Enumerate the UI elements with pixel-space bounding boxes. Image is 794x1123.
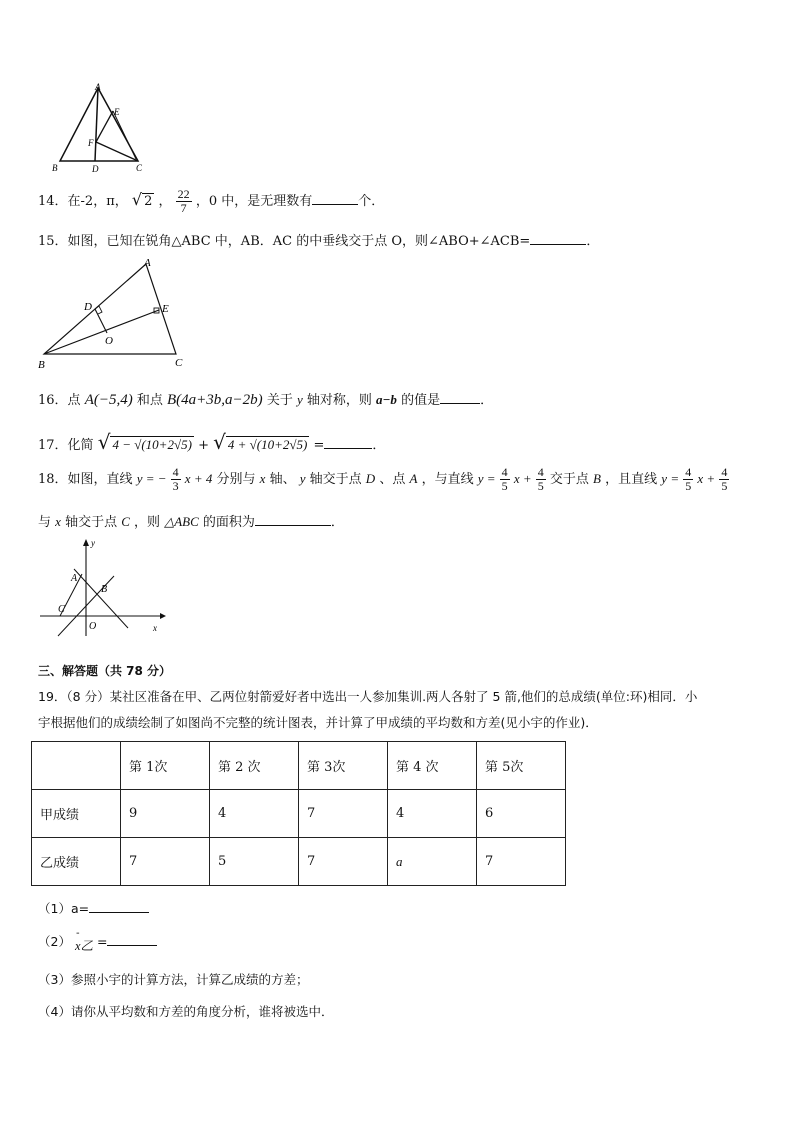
q18-part10: ，则 [134,515,161,530]
segment-be [44,310,159,354]
q18-line3-mid: x + [697,471,716,486]
section-heading: 三、解答题（共 78 分） [38,664,172,678]
q14-end: 个． [358,194,385,209]
q18-x-2: x [55,514,61,529]
q19-sub2-mean-symbol [74,928,93,954]
q17-answer-blank[interactable] [324,436,372,449]
q18-point-a: A [409,471,418,486]
q18-f4-num: 4 [685,465,692,479]
table-header-cell: 第 4 次 [388,742,477,790]
table-cell: 9 [121,790,210,838]
q19-sub4: （4）请你从平均数和方差的角度分析，谁将被选中． [38,1004,334,1019]
table-cell: 甲成绩 [32,790,121,838]
q18-f1-den: 3 [172,479,179,493]
q18-f2-den: 5 [501,479,508,493]
q18-line1-rhs: x + 4 [184,471,213,486]
q19-line2: 宇根据他们的成绩绘制了如图尚不完整的统计图表，并计算了甲成绩的平均数和方差(见小宇的作业)． [38,715,598,730]
figure-coordinate-q18 [38,536,168,640]
q17-part1: 17．化简 [38,438,94,453]
q18-triangle: △ABC [164,514,199,529]
table-cell: 4 [388,790,477,838]
x-axis-arrow-icon [160,613,166,619]
label-d: D [92,164,99,174]
question-18-line2 [38,511,344,530]
label-a-q15: A [144,257,151,269]
q18-fraction-4 [683,466,693,493]
q18-part1: 18．如图，直线 [38,472,133,487]
label-e-q15: E [162,303,169,315]
table-cell: 6 [477,790,566,838]
q18-answer-blank[interactable] [255,513,331,526]
q17-equals: = [313,438,325,453]
q14-frac-num: 22 [177,187,190,201]
q19-line1: 19．（8 分）某社区准备在甲、乙两位射箭爱好者中选出一人参加集训.两人各射了 5 箭,他们的总成绩(单位:环)相同．小 [38,689,698,704]
segment-fc [96,142,138,161]
table-header-cell: 第 3次 [299,742,388,790]
label-o-q18: O [89,621,97,632]
q19-sub2-blank[interactable] [107,933,157,946]
q18-point-c: C [121,514,130,529]
q15-answer-blank[interactable] [530,232,586,245]
label-f: F [88,138,94,148]
q19-sub2-prefix: （2） [38,934,71,949]
table-header-cell: 第 1次 [121,742,210,790]
q18-f4-den: 5 [685,479,692,493]
q19-sub3: （3）参照小宇的计算方法，计算乙成绩的方差； [38,972,309,987]
label-c-q15: C [175,357,183,369]
label-o-q15: O [105,335,113,347]
table-header-cell [32,742,121,790]
q18-line2-lhs: y = [477,471,496,486]
q18-line3-lhs: y = [661,471,680,486]
q18-part9: 轴交于点 [65,515,118,530]
y-axis-arrow-icon [83,539,89,546]
q16-point-b: B(4a+3b,a−2b) [167,392,263,408]
q18-part4: 轴交于点 [309,472,362,487]
question-18 [38,466,729,493]
q18-part7: 交于点 [549,472,589,487]
table-cell: a [388,838,477,886]
segment-ad [95,88,98,161]
line-ad [74,569,128,628]
q15-text: 15．如图，已知在锐角△ABC 中，AB．AC 的中垂线交于点 O，则∠ABO+∠ACB= [38,234,531,249]
q18-point-d: D [365,471,376,486]
q18-point-b: B [593,471,601,486]
q18-part2: 分别与 [216,472,256,487]
figure-triangle-q13 [48,82,148,174]
q14-comma: ， [158,194,172,209]
label-d-q15: D [84,301,92,313]
label-b-q18: B [101,584,108,595]
q18-f5-den: 5 [721,479,728,493]
q16-expression: a−b [376,392,397,407]
q18-f2-num: 4 [501,465,508,479]
table-cell: 4 [210,790,299,838]
q18-part6: ，与直线 [421,472,474,487]
q18-part11: 的面积为 [202,515,255,530]
q14-suffix: ，0 中，是无理数有 [195,194,313,209]
label-x-axis: x [153,623,157,633]
q18-f1-num: 4 [172,465,179,479]
label-b: B [52,163,58,173]
q18-line2-mid: x + [513,471,532,486]
q18-f5-num: 4 [721,465,728,479]
question-16 [38,389,493,409]
q15-end: ． [586,234,600,249]
table-cell: 7 [299,838,388,886]
q16-part3: 关于 [266,393,293,408]
triangle-abc-shape [60,88,138,161]
q18-f3-num: 4 [537,465,544,479]
q14-answer-blank[interactable] [312,192,358,205]
q16-end: ． [480,393,494,408]
table-cell: 5 [210,838,299,886]
q18-part3: 轴、 [269,472,296,487]
label-b-q15: B [38,359,45,371]
table-cell: 乙成绩 [32,838,121,886]
q16-point-a: A(−5,4) [84,392,133,408]
table-cell: 7 [299,790,388,838]
q18-fraction-1 [171,466,181,493]
q17-radical-1: 4 − √(10+2√5) [112,437,192,452]
label-y-axis: y [91,538,95,548]
figure-triangle-q15 [34,254,194,372]
q19-sub2-equals: = [96,934,108,949]
q18-x: x [259,471,266,486]
q19-sub2-var: x乙 [74,939,93,953]
q18-f3-den: 5 [537,479,544,493]
q19-sub1-blank[interactable] [89,900,149,913]
label-e: E [114,107,120,117]
table-header-cell: 第 2 次 [210,742,299,790]
question-14 [38,188,384,215]
q19-sub1-text: （1）a= [38,901,90,916]
q19-sub1 [38,899,149,917]
q18-part8: ，且直线 [605,472,658,487]
q16-part2: 和点 [136,393,163,408]
label-c: C [136,163,143,173]
q18-fraction-2 [500,466,510,493]
question-17 [38,430,385,454]
label-c-q18: C [58,604,65,615]
segment-ef [96,111,113,142]
q16-part1: 16．点 [38,393,81,408]
q17-plus: + [198,438,209,453]
q14-prefix: 14．在-2，π， [38,194,128,209]
sqrt-icon: √ [213,430,226,454]
q18-line2-start: 与 [38,515,52,530]
q18-fraction-5 [719,466,729,493]
q17-end: ． [372,438,386,453]
scores-table [31,741,566,886]
q19-sub2 [38,928,157,953]
sqrt-icon: √ [97,430,111,454]
q14-sqrt-value: 2 [144,194,153,209]
table-header-row [32,742,566,790]
table-row [32,790,566,838]
q18-line1-lhs: y = − [136,471,167,486]
table-cell: 7 [121,838,210,886]
q16-part4: 轴对称，则 [306,393,372,408]
q16-part5: 的值是 [401,393,441,408]
label-a-q18: A [71,573,78,584]
table-cell: 7 [477,838,566,886]
q17-radical-2: 4 + √(10+2√5) [227,437,308,452]
q18-y: y [299,471,306,486]
table-header-cell: 第 5次 [477,742,566,790]
overline-icon: - [75,928,80,939]
sqrt-icon: √ [131,190,143,209]
label-a: A [95,82,101,92]
q14-fraction [176,188,192,215]
q16-axis: y [296,392,303,407]
q14-frac-den: 7 [180,201,187,215]
question-15 [38,230,599,249]
q16-answer-blank[interactable] [440,391,480,404]
q18-part5: 、点 [379,472,406,487]
table-row [32,838,566,886]
q18-end: ． [330,515,344,530]
q18-fraction-3 [536,466,546,493]
